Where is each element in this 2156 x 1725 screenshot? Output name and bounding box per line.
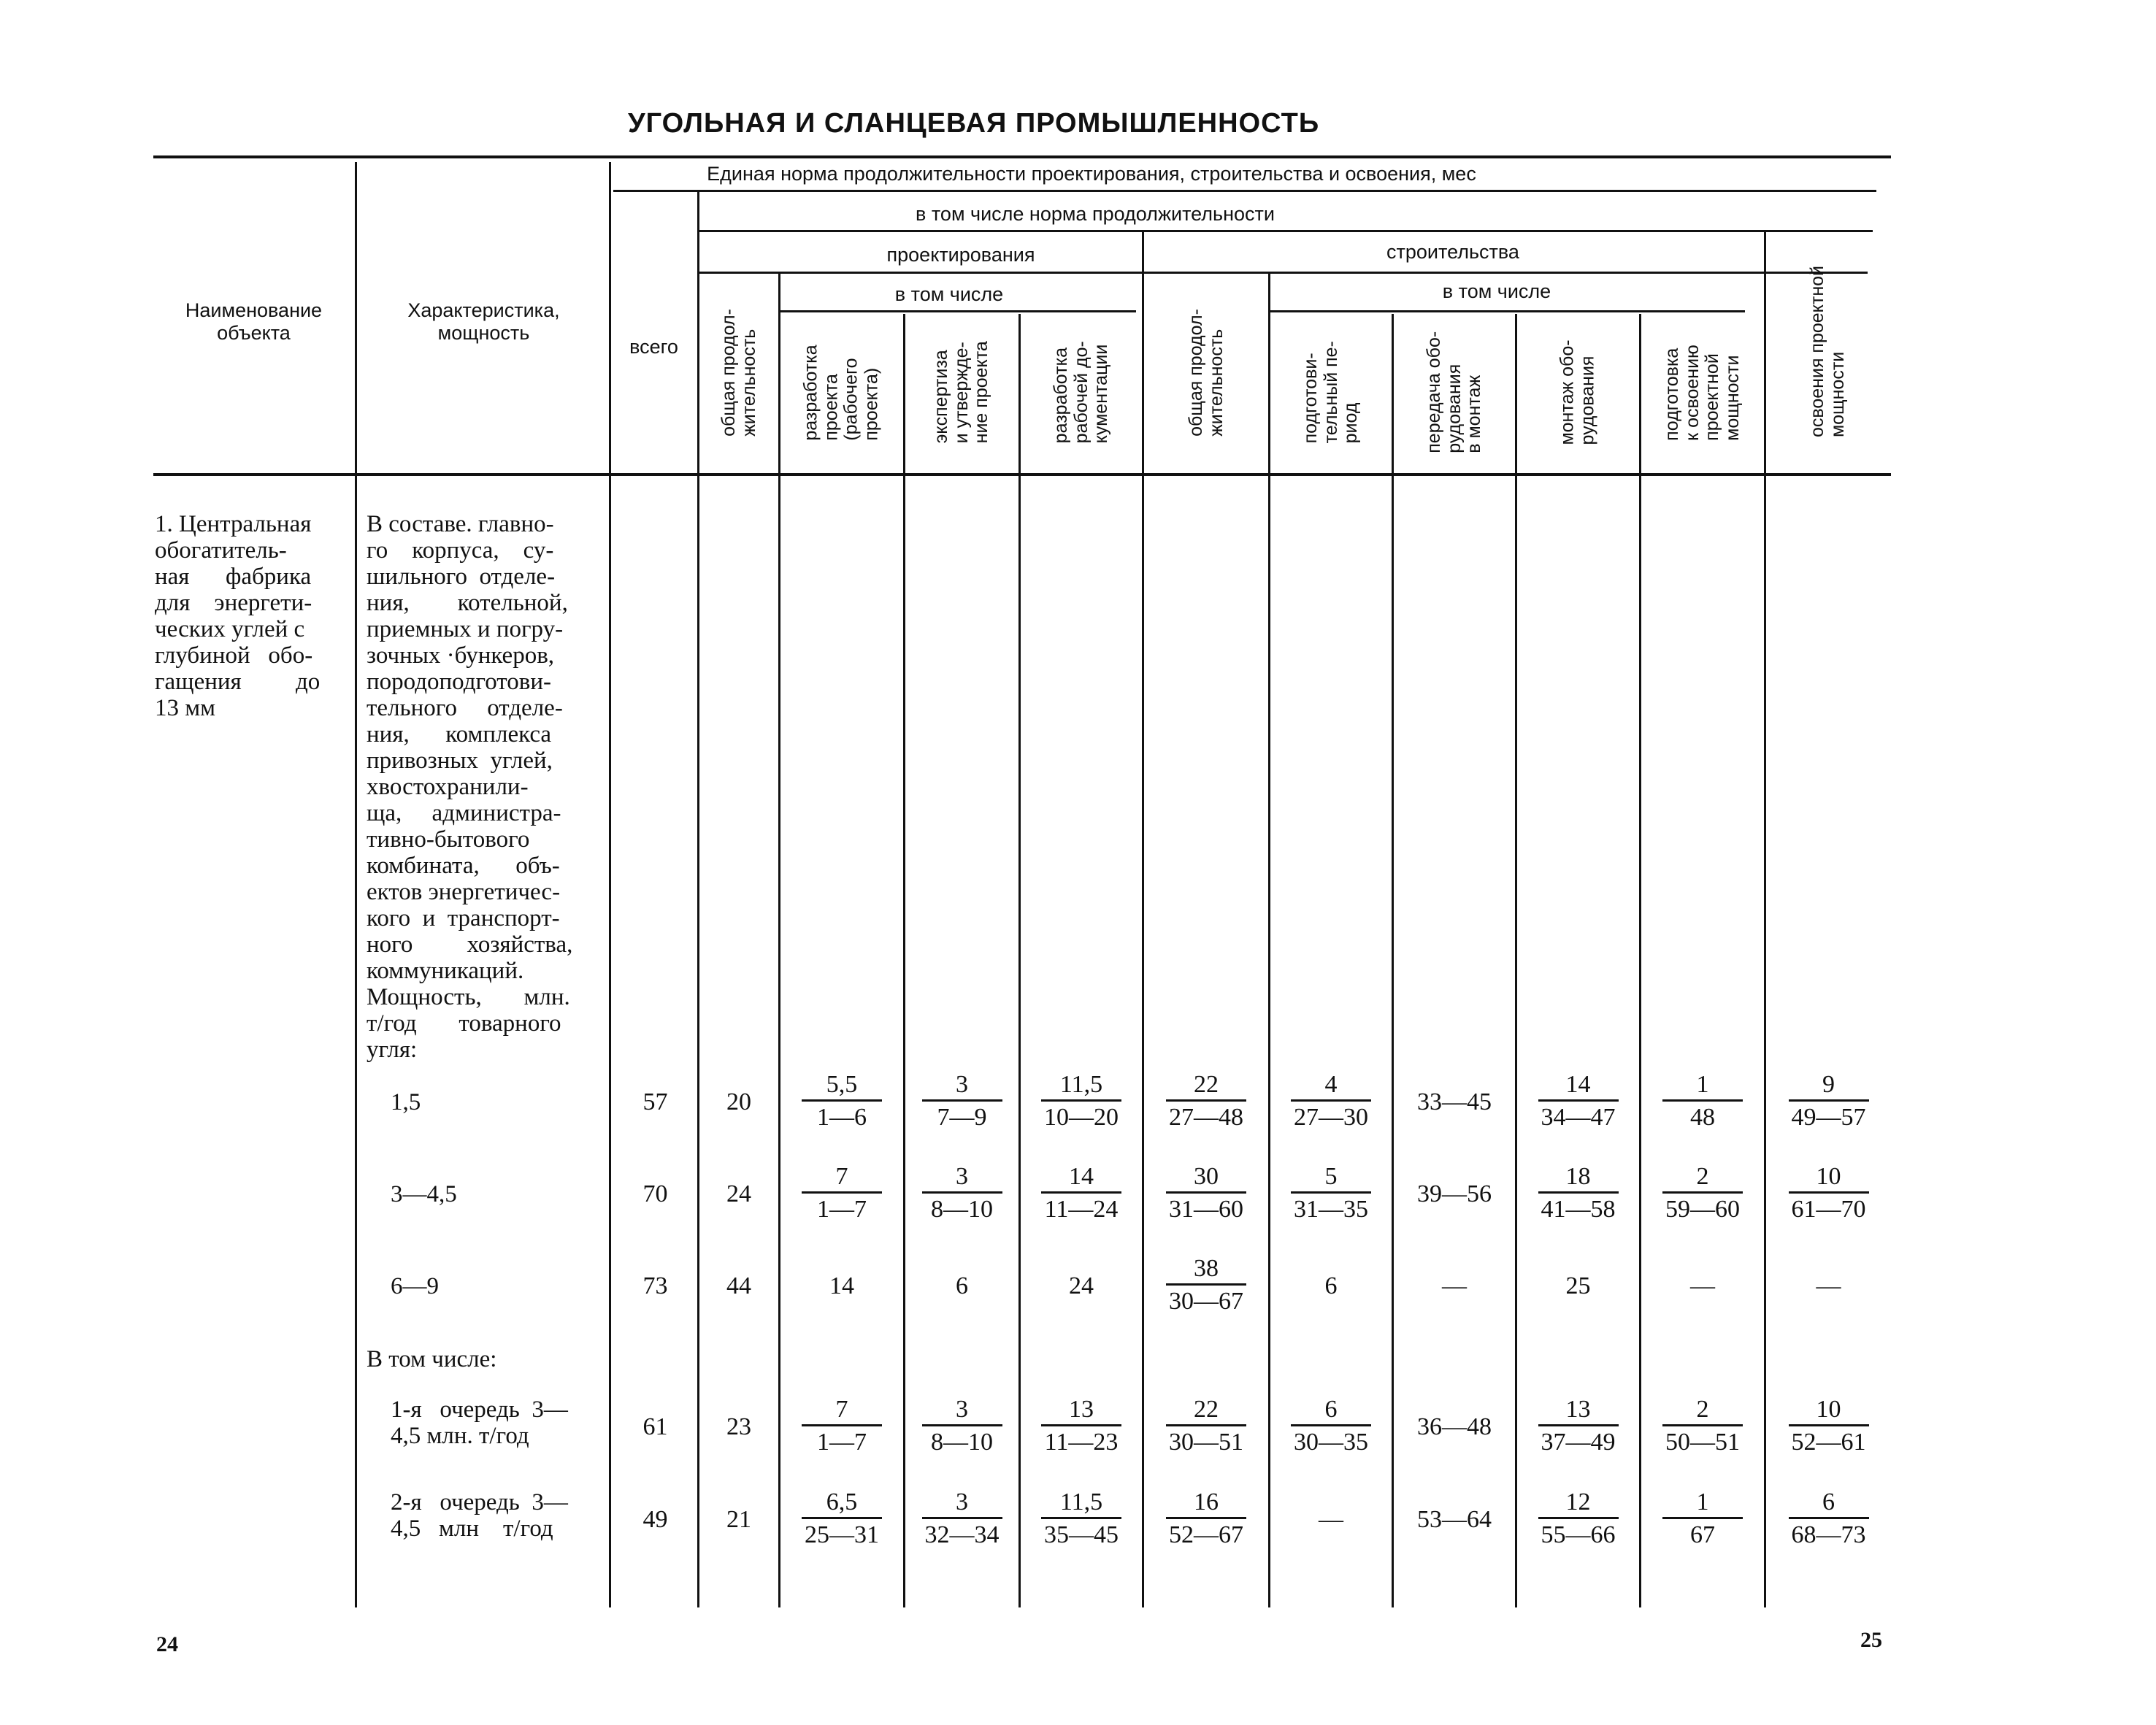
object-name-line: для энергети- [155, 590, 312, 616]
row-label: 6—9 [391, 1273, 439, 1299]
fraction-cell-constr-total [1144, 1254, 1268, 1318]
fraction-duration: 3 [956, 1071, 968, 1098]
fraction-months: 10—20 [1044, 1104, 1119, 1131]
fraction-duration: 3 [956, 1488, 968, 1515]
col-head-constr-prep: подготови- тельный пе- риод [1300, 341, 1361, 444]
fraction-months: 61—70 [1791, 1196, 1866, 1223]
fraction-duration: 14 [1565, 1071, 1591, 1098]
value-cell-total: 73 [642, 1272, 668, 1299]
value-cell-design-total: 24 [726, 1180, 751, 1207]
fraction-duration: 11,5 [1059, 1488, 1103, 1515]
fraction-duration: 10 [1816, 1163, 1841, 1190]
value-cell-constr-transfer: 53—64 [1417, 1506, 1492, 1533]
page-number-right: 25 [1860, 1628, 1882, 1652]
header-construction: строительства [1386, 241, 1519, 263]
fraction-duration: 18 [1565, 1163, 1591, 1190]
value-cell-total: 61 [642, 1413, 668, 1440]
col-rule-1 [355, 162, 357, 1607]
desc-line: кого и транспорт- [367, 905, 560, 931]
value-cell-design-total: 23 [726, 1413, 751, 1440]
rule-under-groups [699, 272, 1868, 274]
fraction-months: 32—34 [924, 1521, 1000, 1548]
row-label: 3—4,5 [391, 1181, 457, 1207]
page-number-left: 24 [156, 1632, 178, 1656]
header-incl-norm: в том числе норма продолжительности [916, 203, 1275, 225]
fraction-cell-design-exam [905, 1162, 1018, 1226]
fraction-cell-design-docs [1021, 1488, 1142, 1551]
value-cell-design-total: 20 [726, 1088, 751, 1115]
desc-line: хвостохранили- [367, 774, 529, 800]
fraction-duration: 13 [1069, 1396, 1094, 1423]
fraction-months: 1—6 [817, 1104, 867, 1131]
fraction-duration: 7 [835, 1163, 848, 1190]
fraction-cell-design-exam [905, 1488, 1018, 1551]
fraction-duration: 7 [835, 1396, 848, 1423]
table-top-rule [153, 155, 1891, 158]
header-unified-norm: Единая норма продолжительности проектирования, строительства и освоения, мес [707, 163, 1476, 185]
fraction-duration: 11,5 [1059, 1071, 1103, 1098]
fraction-cell-mastery [1766, 1162, 1891, 1226]
header-constr-incl: в том числе [1442, 280, 1551, 302]
value-cell-design-docs: 24 [1069, 1272, 1094, 1299]
value-cell-design-total: 21 [726, 1506, 751, 1533]
fraction-cell-design-dev [780, 1488, 903, 1551]
fraction-months: 30—67 [1169, 1288, 1243, 1315]
fraction-duration: 12 [1565, 1488, 1591, 1515]
object-name-line: 1. Центральная [155, 511, 312, 537]
fraction-months: 30—35 [1294, 1429, 1368, 1456]
object-name-line: ная фабрика [155, 564, 312, 590]
fraction-cell-constr-total [1144, 1488, 1268, 1551]
row-label: 2-я очередь 3— [391, 1489, 568, 1515]
col-head-mastery: освоения проектной мощности [1807, 265, 1848, 438]
col-head-constr-total: общая продол- жительность [1185, 308, 1226, 437]
value-cell-constr-transfer: 39—56 [1417, 1180, 1492, 1207]
desc-line: тивно-бытового [367, 826, 530, 853]
fraction-cell-constr-total [1144, 1070, 1268, 1134]
row-label: 1-я очередь 3— [391, 1396, 568, 1423]
fraction-months: 50—51 [1665, 1429, 1740, 1456]
value-cell-constr-transfer: 33—45 [1417, 1088, 1492, 1115]
rule-under-constr-incl [1270, 310, 1745, 312]
fraction-months: 37—49 [1541, 1429, 1616, 1456]
fraction-duration: 9 [1822, 1071, 1835, 1098]
fraction-duration: 1 [1696, 1071, 1709, 1098]
desc-line: ного хозяйства, [367, 931, 573, 958]
fraction-cell-design-dev [780, 1070, 903, 1134]
value-cell-total: 57 [642, 1088, 668, 1115]
fraction-months: 1—7 [817, 1196, 867, 1223]
capacity-line: Мощность, млн. [367, 984, 570, 1010]
col-rule-2 [609, 162, 611, 1607]
fraction-duration: 13 [1565, 1396, 1591, 1423]
fraction-duration: 10 [1816, 1396, 1841, 1423]
col-head-design-dev: разработка проекта (рабочего проекта) [801, 344, 882, 441]
header-bottom-rule [153, 473, 1891, 476]
fraction-duration: 2 [1696, 1396, 1709, 1423]
capacity-line: угля: [367, 1037, 418, 1063]
incl-label: В том числе: [367, 1346, 497, 1372]
fraction-cell-constr-total [1144, 1162, 1268, 1226]
object-name-line: гащения до [155, 669, 321, 695]
fraction-months: 7—9 [937, 1104, 987, 1131]
col-head-design-exam: экспертиза и утвержде- ние проекта [931, 341, 992, 444]
value-cell-constr-prep: — [1319, 1506, 1343, 1533]
value-cell-design-total: 44 [726, 1272, 751, 1299]
row-label: 1,5 [391, 1089, 421, 1115]
fraction-cell-constr-prep [1270, 1395, 1392, 1459]
fraction-months: 27—48 [1169, 1104, 1243, 1131]
fraction-months: 52—61 [1791, 1429, 1866, 1456]
fraction-cell-mastery [1766, 1395, 1891, 1459]
fraction-cell-constr-total [1144, 1395, 1268, 1459]
fraction-months: 41—58 [1541, 1196, 1616, 1223]
fraction-cell-constr-readiness [1641, 1395, 1764, 1459]
fraction-duration: 30 [1194, 1163, 1219, 1190]
fraction-duration: 22 [1194, 1396, 1219, 1423]
fraction-months: 34—47 [1541, 1104, 1616, 1131]
fraction-months: 31—35 [1294, 1196, 1368, 1223]
desc-line: ния, комплекса [367, 721, 552, 748]
desc-line: ния, котельной, [367, 590, 568, 616]
fraction-months: 49—57 [1791, 1104, 1866, 1131]
fraction-duration: 2 [1696, 1163, 1709, 1190]
fraction-cell-constr-install [1517, 1395, 1639, 1459]
fraction-cell-design-docs [1021, 1070, 1142, 1134]
col-head-constr-install: монтаж обо- рудования [1557, 339, 1598, 445]
fraction-months: 25—31 [805, 1521, 879, 1548]
capacity-line: т/год товарного [367, 1010, 561, 1037]
fraction-months: 1—7 [817, 1429, 867, 1456]
object-name-line: ческих углей с [155, 616, 305, 642]
fraction-cell-constr-install [1517, 1162, 1639, 1226]
fraction-months: 31—60 [1169, 1196, 1243, 1223]
col-head-constr-transfer: передача обо- рудования в монтаж [1423, 331, 1484, 453]
fraction-duration: 5 [1324, 1163, 1338, 1190]
fraction-months: 68—73 [1791, 1521, 1866, 1548]
value-cell-constr-install: 25 [1565, 1272, 1591, 1299]
header-design-incl: в том числе [894, 283, 1004, 305]
fraction-cell-design-docs [1021, 1162, 1142, 1226]
desc-line: зочных ·бункеров, [367, 642, 555, 669]
fraction-months: 48 [1690, 1104, 1715, 1131]
fraction-cell-constr-readiness [1641, 1070, 1764, 1134]
value-cell-constr-prep: 6 [1324, 1272, 1338, 1299]
value-cell-constr-readiness: — [1690, 1272, 1715, 1299]
row-label: 4,5 млн т/год [391, 1515, 553, 1542]
fraction-cell-design-exam [905, 1395, 1018, 1459]
fraction-cell-design-dev [780, 1162, 903, 1226]
header-total: всего [629, 336, 678, 358]
desc-line: тельного отделе- [367, 695, 563, 721]
fraction-duration: 38 [1194, 1255, 1219, 1282]
col-head-design-total: общая продол- жительность [718, 308, 759, 437]
fraction-duration: 6,5 [826, 1488, 858, 1515]
desc-line: го корпуса, су- [367, 537, 554, 564]
fraction-duration: 22 [1194, 1071, 1219, 1098]
value-cell-constr-transfer: — [1442, 1272, 1467, 1299]
fraction-duration: 6 [1324, 1396, 1338, 1423]
fraction-months: 67 [1690, 1521, 1715, 1548]
object-name-line: 13 мм [155, 695, 216, 721]
fraction-months: 59—60 [1665, 1196, 1740, 1223]
value-cell-design-dev: 14 [829, 1272, 854, 1299]
fraction-months: 11—24 [1044, 1196, 1119, 1223]
rule-under-incl [697, 230, 1873, 232]
desc-line: привозных углей, [367, 748, 553, 774]
fraction-duration: 3 [956, 1163, 968, 1190]
rule-under-unified [613, 190, 1876, 192]
desc-line: В составе. главно- [367, 511, 554, 537]
value-cell-constr-transfer: 36—48 [1417, 1413, 1492, 1440]
fraction-cell-constr-readiness [1641, 1488, 1764, 1551]
fraction-months: 8—10 [931, 1196, 993, 1223]
desc-line: ща, администра- [367, 800, 561, 826]
fraction-cell-constr-prep [1270, 1162, 1392, 1226]
fraction-cell-constr-install [1517, 1070, 1639, 1134]
value-cell-total: 70 [642, 1180, 668, 1207]
header-name-col: Наименование объекта [185, 299, 323, 345]
value-cell-design-exam: 6 [956, 1272, 968, 1299]
fraction-cell-mastery [1766, 1070, 1891, 1134]
fraction-cell-mastery [1766, 1488, 1891, 1551]
page-title: УГОЛЬНАЯ И СЛАНЦЕВАЯ ПРОМЫШЛЕННОСТЬ [628, 108, 1320, 139]
row-label: 4,5 млн. т/год [391, 1423, 529, 1449]
fraction-duration: 14 [1069, 1163, 1094, 1190]
fraction-months: 30—51 [1169, 1429, 1243, 1456]
fraction-duration: 1 [1696, 1488, 1709, 1515]
fraction-duration: 4 [1324, 1071, 1338, 1098]
desc-line: комбината, объ- [367, 853, 560, 879]
col-head-constr-readiness: подготовка к освоению проектной мощности [1662, 344, 1743, 441]
value-cell-total: 49 [642, 1506, 668, 1533]
object-name-line: обогатитель- [155, 537, 287, 564]
desc-line: коммуникаций. [367, 958, 524, 984]
header-char-col: Характеристика, мощность [407, 299, 560, 345]
value-cell-mastery: — [1816, 1272, 1841, 1299]
fraction-cell-constr-install [1517, 1488, 1639, 1551]
fraction-duration: 5,5 [826, 1071, 858, 1098]
fraction-duration: 16 [1194, 1488, 1219, 1515]
fraction-months: 52—67 [1169, 1521, 1243, 1548]
rule-under-design-incl [778, 310, 1136, 312]
fraction-cell-constr-prep [1270, 1070, 1392, 1134]
desc-line: шильного отделе- [367, 564, 556, 590]
object-name-line: глубиной обо- [155, 642, 313, 669]
header-design: проектирования [886, 244, 1035, 266]
fraction-cell-design-docs [1021, 1395, 1142, 1459]
fraction-cell-design-dev [780, 1395, 903, 1459]
fraction-duration: 6 [1822, 1488, 1835, 1515]
fraction-duration: 3 [956, 1396, 968, 1423]
desc-line: приемных и погру- [367, 616, 564, 642]
fraction-months: 11—23 [1044, 1429, 1119, 1456]
fraction-months: 8—10 [931, 1429, 993, 1456]
fraction-cell-constr-readiness [1641, 1162, 1764, 1226]
fraction-months: 27—30 [1294, 1104, 1368, 1131]
fraction-months: 55—66 [1541, 1521, 1616, 1548]
fraction-months: 35—45 [1044, 1521, 1119, 1548]
fraction-cell-design-exam [905, 1070, 1018, 1134]
desc-line: породоподготови- [367, 669, 551, 695]
desc-line: ектов энергетичес- [367, 879, 561, 905]
col-head-design-docs: разработка рабочей до- кументации [1050, 341, 1111, 444]
